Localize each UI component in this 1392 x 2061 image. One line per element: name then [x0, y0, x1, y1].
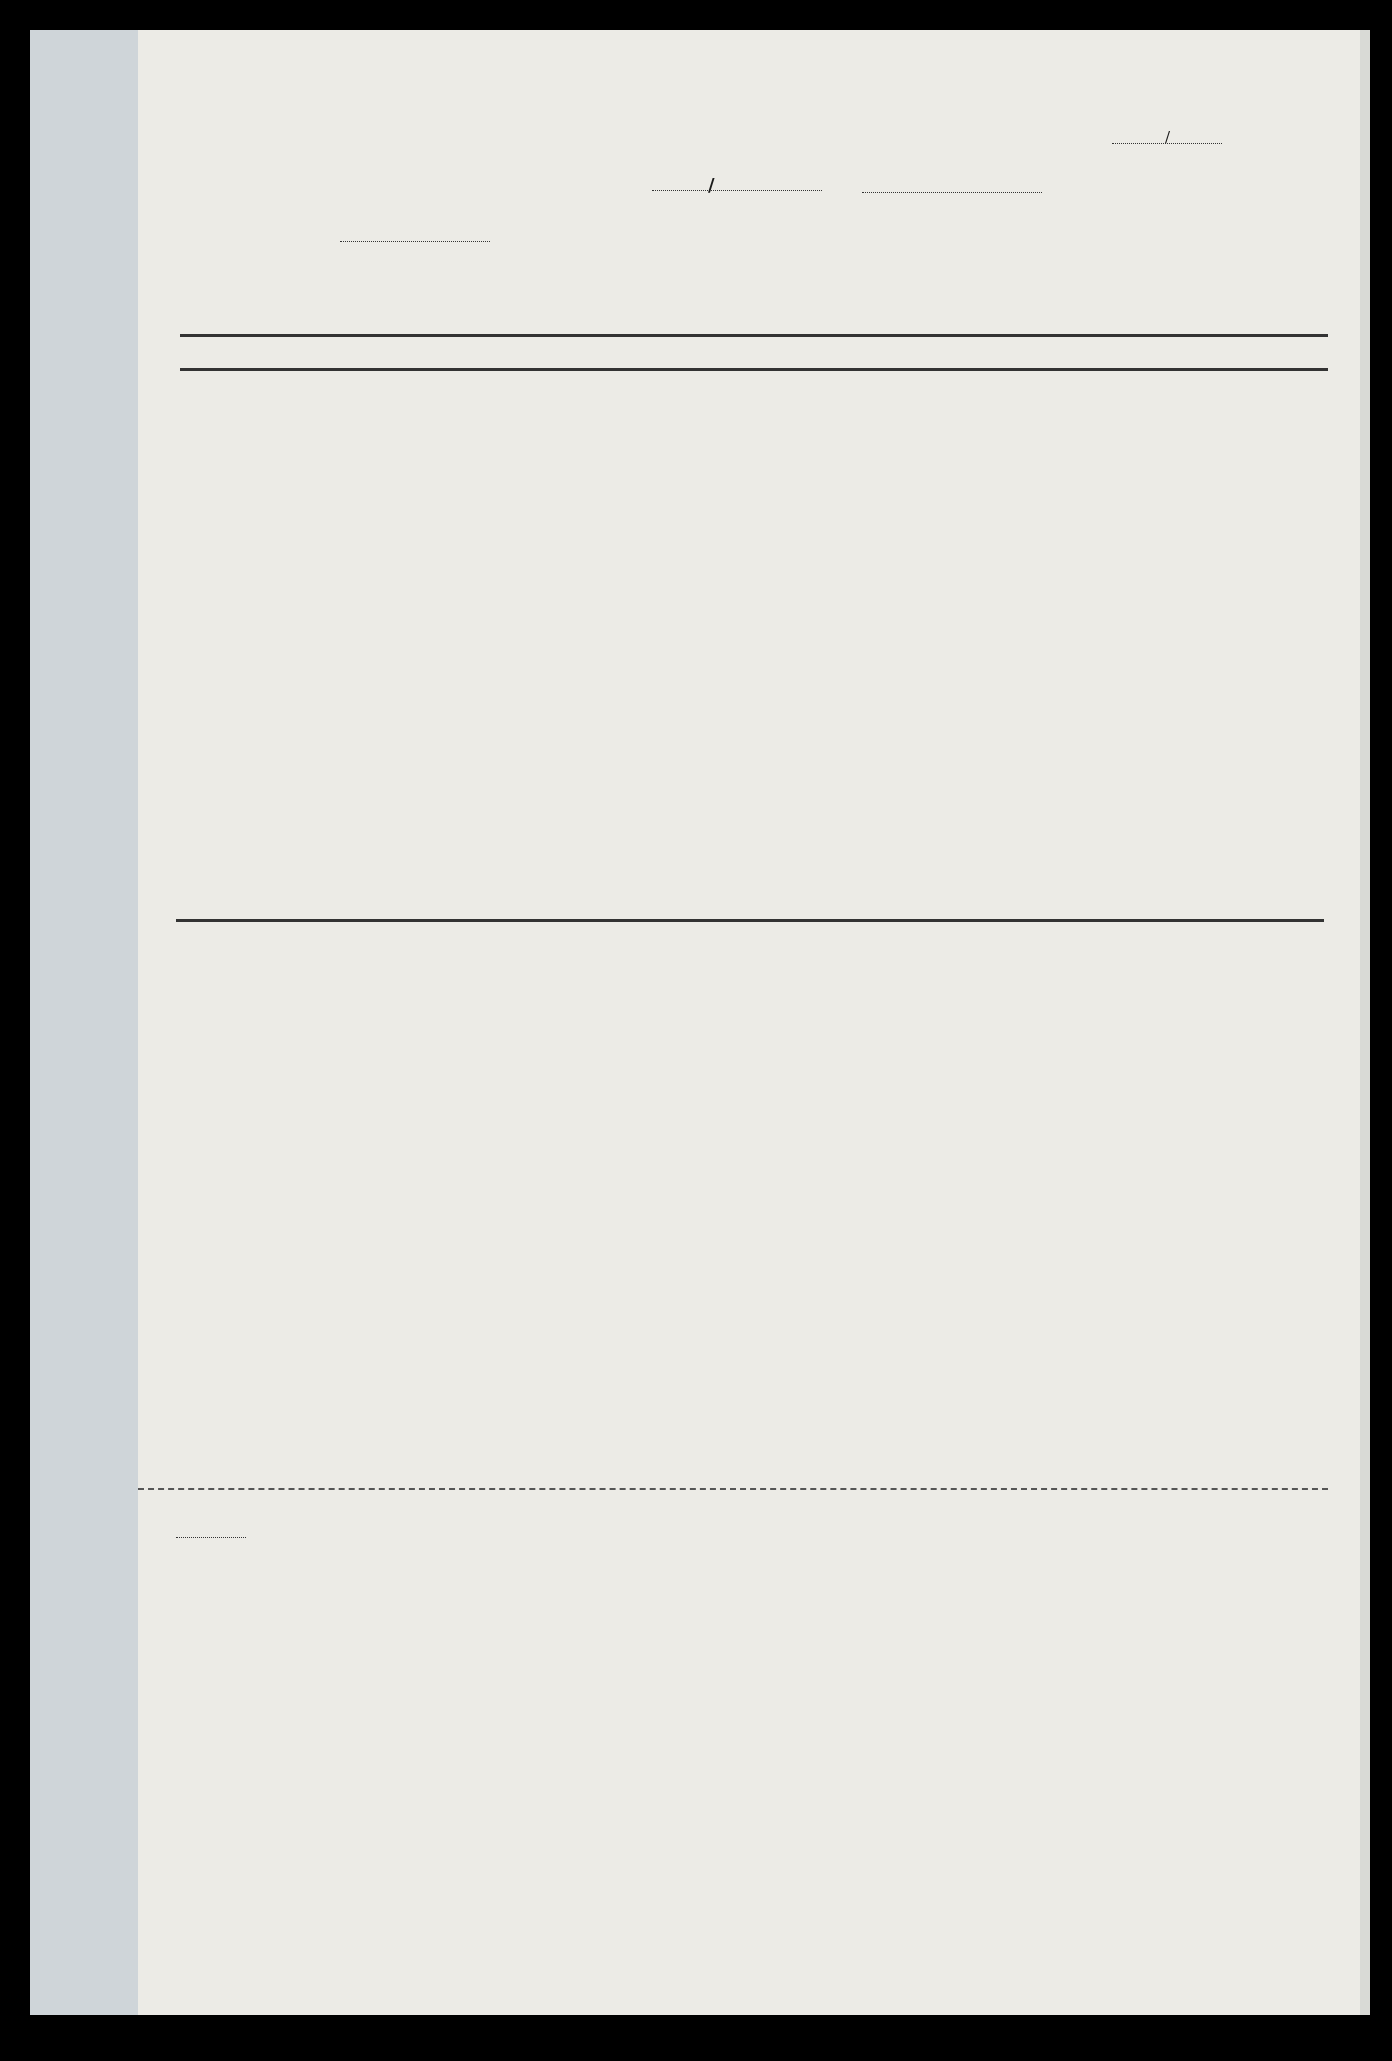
part-d-title — [176, 1522, 356, 1544]
unit-line — [862, 192, 1042, 193]
date-line — [652, 190, 822, 191]
form-page — [138, 30, 1360, 2015]
cut-line — [138, 1488, 1328, 1490]
we-line — [340, 241, 490, 242]
part-a-top-rule — [180, 334, 1328, 337]
left-margin-strip — [30, 30, 138, 2015]
